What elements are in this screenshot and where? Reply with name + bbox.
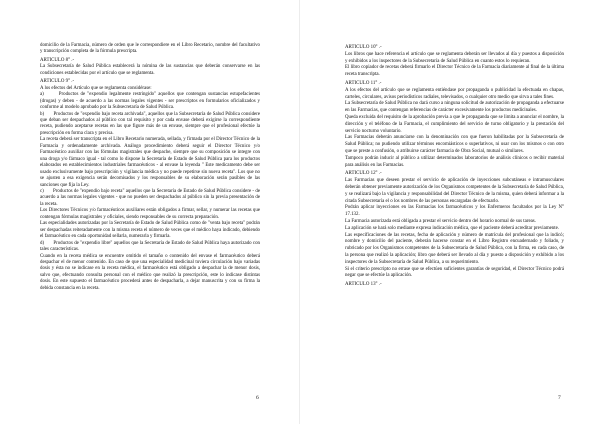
left-paragraph-1: domicilio de la Farmacia, número de orden que le correspondiere en el Libro Recetario, nombre del facultativo y transcripción completa de la fórmula prescripta. <box>40 43 260 55</box>
left-paragraph-2: La Subsecretaría de Salud Pública establecerá la nómina de las sustancias que deberán conservarse en las condiciones establecidas por el artículo que se reglamenta. <box>40 64 260 76</box>
right-paragraph-13: Si el criterio prescripto no errase que se efectúen suficientes garantías de seguridad, el Director Técnico podrá negar que se efectúe la aplicación. <box>345 266 564 279</box>
right-paragraph-7: Tampoco podrán inducir al público a utilizar determinados laboratorios de análisis clínicos o recibir material para análisis en las Farmacias. <box>345 155 564 168</box>
left-paragraph-5: Los Directores Técnicos y/o farmacéuticos auxiliares están obligados a firmar, sellar, y numerar las recetas que contengan fórmulas magistrales y oficiales, siendo responsables de su correcta preparación. <box>40 208 260 220</box>
right-paragraph-11: La aplicación se hará solo mediante expresa indicación médica, que el paciente deberá acreditar previamente. <box>345 225 559 231</box>
right-paragraph-2: El libro copiador de recetas deberá firmarlo el Director Técnico de la Farmacia diariamente al final de la última receta transcripta. <box>345 65 564 78</box>
right-paragraph-1: Los libros que hace referencia el artículo que se reglamenta deberán ser llevados al día y puestos a disposición y exhibidos a los inspectores de la Subsecretaría de Salud Pública en cuanto estos lo requieran. <box>345 51 564 64</box>
left-paragraph-3: A los efectos del Artículo que se reglamenta considérase: <box>40 85 152 91</box>
right-paragraph-3: A los efectos del artículo que se reglamenta entiéndase por propaganda o publicidad la efectuada en chapas, carteles, circulares, avisos periodísticos radiales, televisados, o cualquier otro medio que sirva a tales fines. <box>345 87 564 100</box>
article-heading-12: ARTICULO 12° .- <box>345 171 382 177</box>
left-paragraph-4: La receta deberá ser transcripta en el Libro Recetario numerada, sellada, y firmada por el Director Técnico de la Farmacia y ordenadamente archivada. Análogo procedimiento deberá seguir el Director Técnico y/o Farmacéutico auxiliar con las fórmulas magistrales que despache, siempre que su composición se integre con una droga y/o fármaco igual - tal como lo dispone la Secretaría de Estado de Salud Pública para los productos elaborados en establecimientos industriales farmacéuticos - al envase la leyenda " Este medicamento debe ser usado exclusivamente bajo prescripción y vigilancia médica y no puede repetirse sin nueva receta". Los que no se ajusten a esa exigencia serán decomisados y los responsables de su elaboración serán pasibles de las sanciones que fija la Ley. <box>40 137 260 188</box>
left-list-item-a: a) Productos de "expendio legalmente restringido" aquellos que contengan sustancias estupefacientes (drogas) y deben - de acuerdo a las normas legales vigentes - ser prescriptos en formularios oficializados y conforme al modelo aprobado por la Subsecretaría de Salud Pública. <box>40 92 260 111</box>
right-paragraph-8: Las Farmacias que deseen prestar el servicio de aplicación de inyecciones subcutáneas e intramusculares deberán obtener previamente autorización de los Organismos competentes de la Subsecretaría de Salud Pública, y se realizará bajo la vigilancia y responsabilidad del Director Técnico de la misma, quien deberá informar a la citada Subsecretaría el o los nombres de las personas encargadas de efectuarlo. <box>345 178 564 204</box>
left-paragraph-7: Cuando en la receta médica se encuentre omitido el tamaño o contenido del envase el farmacéutico deberá despachar el de menor contenido. En caso de que una especialidad medicinal tuviera circulación bajo variadas dosis y ésta no se indicase en la receta médica, el farmacéutico está obligado a despachar la de menor dosis, salvo que, efectuando consulta personal con el médico que realizó la prescripción, este lo indicase distintas dosis. En este supuesto el farmacéutico procederá antes de despacharla, a dejar manuscrita y con su firma la debida constancia en la receta. <box>40 253 260 291</box>
article-heading-10: ARTICULO 10° .- <box>345 45 382 50</box>
article-heading-8: ARTICULO 8° .- <box>40 57 75 63</box>
left-list-item-d: d) Productos de "expendio libre" aquellos que la Secretaría de Estado de Salud Pública haya autorizado con tales características. <box>40 240 260 253</box>
left-list-item-c: c) Productos de "expendio bajo receta" aquellos que la Secretaría de Estado de Salud Pública considere - de acuerdo a las normas legales vigentes - que no pueden ser despachados al público sin la previa presentación de la receta. <box>40 188 260 207</box>
article-heading-11: ARTICULO 11° .- <box>345 80 382 86</box>
right-paragraph-10: La Farmacia autorizada está obligada a prestar el servicio dentro del horario normal de sus tareas. <box>345 218 536 224</box>
right-page <box>300 0 600 424</box>
left-paragraph-6: Las especialidades autorizadas por la Secretaría de Estado de Salud Pública como de "venta bajo receta" podrán ser despachadas reiteradamente con la misma receta el número de veces que el médico haya indicado, debiendo el farmacéutico en cada oportunidad sellarla, numerarla y firmarla. <box>40 221 260 240</box>
article-heading-9: ARTICULO 9° .- <box>40 79 75 85</box>
right-paragraph-4: La Subsecretaría de Salud Pública no dará curso a ninguna solicitud de autorización de propaganda a efectuarse en las Farmacias, que contengan referencias de carácter excesivamente los productos medicinales. <box>345 101 564 114</box>
article-heading-13: ARTICULO 13° .- <box>345 282 382 288</box>
page-number: 6 <box>256 395 259 401</box>
left-list-item-b: b) Productos de "expendio bajo receta archivada", aquellos que la Subsecretaría de Salud Pública considere que deban ser despachados al público con tal requisito y por cada envase deberá exigirse la correspondiente receta, pudiendo aceptarse recetas en las que figure más de un envase, siempre que el profesional efectúe la prescripción en forma clara y precisa. <box>40 111 260 136</box>
right-paragraph-5: Queda excluida del requisito de la aprobación previa a que le propaganda que se limita a anunciar el nombre, la dirección y el teléfono de la Farmacia, el cumplimiento del servicio de turno obligatorio y la prestación del servicio nocturno voluntario. <box>345 114 564 134</box>
right-paragraph-9: Podrán aplicar inyecciones en las Farmacias los farmacéuticos y los Enfermeros facultados por la Ley N° 17.132. <box>345 205 564 218</box>
right-paragraph-6: Las Farmacias deberán anunciarse con la denominación con que fueron habilitadas por la Subsecretaría de Salud Pública; no pudiendo utilizar términos encomiásticos o superlativos, ni usar con los mismos o con otro que se preste a confusión, o atribuirse carácter farmacia de Obra Social, mutual o similares. <box>345 135 564 154</box>
page-number: 7 <box>558 395 561 401</box>
right-paragraph-12: Las especificaciones de las recetas, fecha de aplicación y número de matrícula del profesional que la indicó; nombre y domicilio del paciente, deberán hacerse constar en el Libro Registro encuadernado y foliado, y rubricado por los Organismos competentes de la Subsecretaría de Salud Pública, con la firma, en cada caso, de la persona que realizó la aplicación; libro que deberá ser llevado al día y puesto a disposición y exhibido a los inspectores de la Subsecretaría de Salud Pública, a su requerimiento. <box>345 232 564 265</box>
